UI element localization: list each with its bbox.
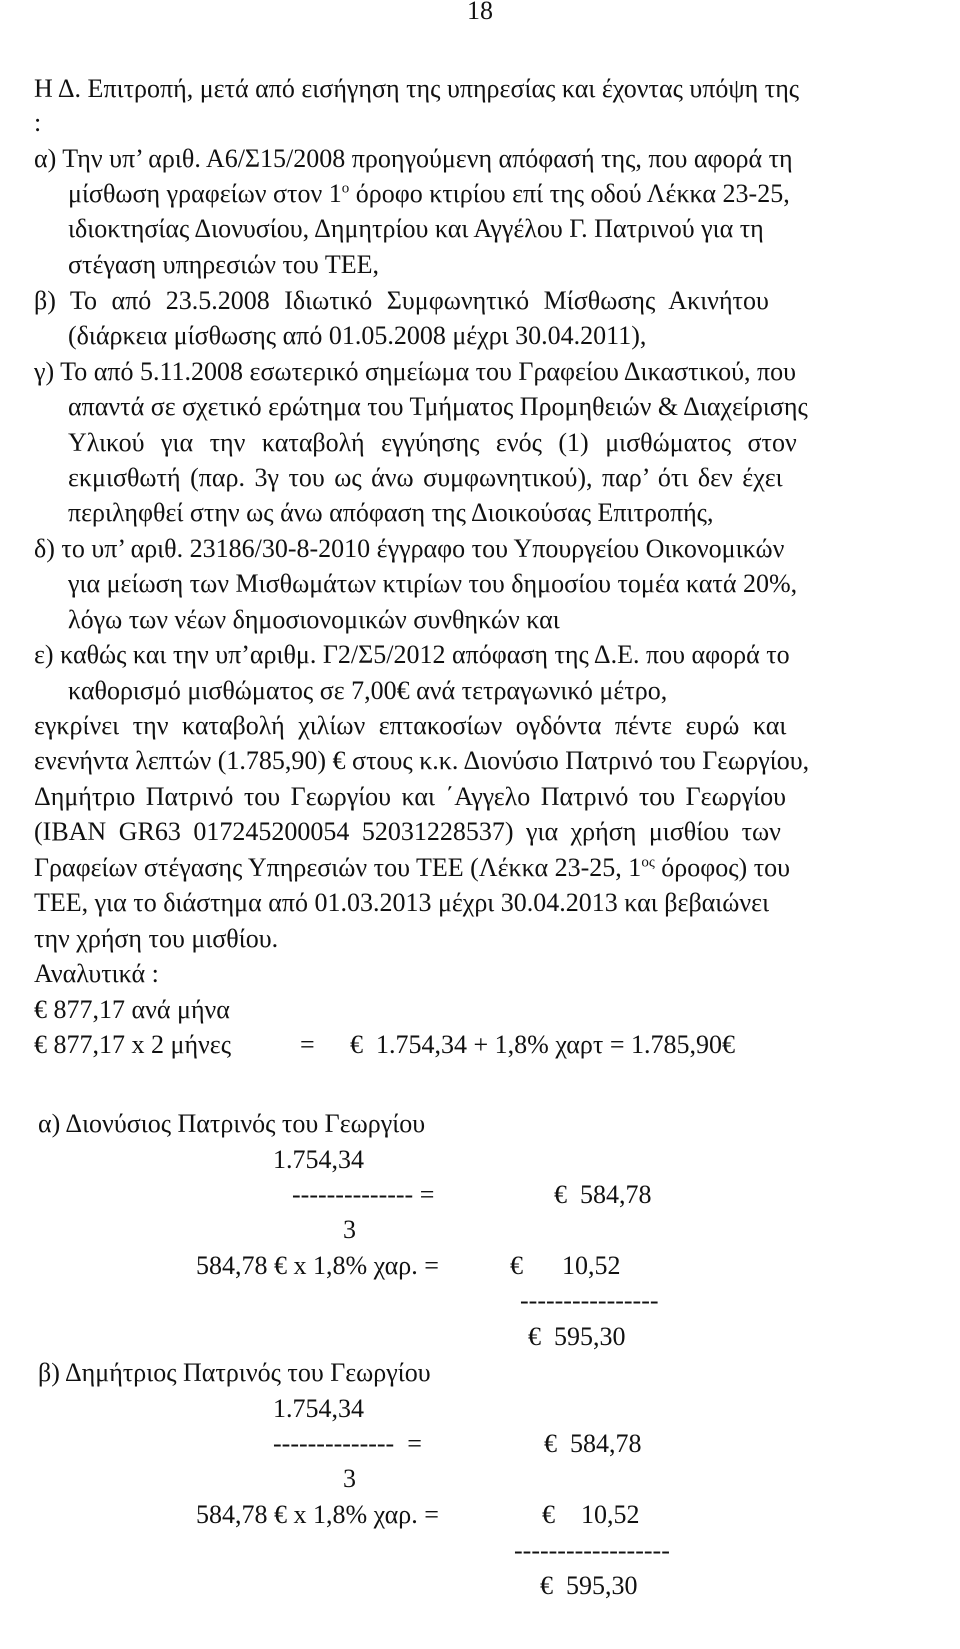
beneficiary-a-numerator: 1.754,34 <box>273 1145 364 1174</box>
analysis-calc-right: € 1.754,34 + 1,8% χαρτ = 1.785,90€ <box>350 1030 735 1059</box>
approval-line-5: Γραφείων στέγασης Υπηρεσιών του ΤΕΕ (Λέκκα 23-25, $1^{o\varsigma}$ όροφος) του <box>34 853 791 882</box>
item-e-line-2: καθορισμό μισθώματος σε 7,00€ ανά τετραγωνικό μέτρο, <box>68 676 668 705</box>
beneficiary-a-share: € 584,78 <box>554 1180 652 1209</box>
approval-line-2: ενενήντα λεπτών (1.785,90) € στους κ.κ. Διονύσιο Πατρινό του Γεωργίου, <box>34 746 810 775</box>
beneficiary-a-dashes: -------------- = <box>292 1180 435 1209</box>
beneficiary-b-stamp-value: € 10,52 <box>542 1500 640 1529</box>
approval-line-3: Δημήτριο Πατρινό του Γεωργίου και ΄Αγγελο Πατρινό του Γεωργίου <box>34 782 787 811</box>
item-b-line-2: (διάρκεια μίσθωσης από 01.05.2008 μέχρι 30.04.2011), <box>68 321 647 350</box>
item-c-line-1: γ) Το από 5.11.2008 εσωτερικό σημείωμα του Γραφείου Δικαστικού, που <box>34 357 796 386</box>
beneficiary-b-dashes: -------------- = <box>273 1429 422 1458</box>
beneficiary-a-stamp-value: € 10,52 <box>510 1251 621 1280</box>
item-b-line-1: β) Το από 23.5.2008 Ιδιωτικό Συμφωνητικό Μίσθωσης Ακινήτου <box>34 286 769 315</box>
beneficiary-b-name: β) Δημήτριος Πατρινός του Γεωργίου <box>38 1358 431 1387</box>
superscript-o: ο <box>341 180 350 197</box>
beneficiary-b-sum-rule: ------------------ <box>514 1536 670 1565</box>
beneficiary-a-total: € 595,30 <box>528 1322 626 1351</box>
approval-line-4: (ΙΒΑΝ GR63 017245200054 52031228537) για χρήση μισθίου των <box>34 817 781 846</box>
item-c-line-4: εκμισθωτή (παρ. 3γ του ως άνω συμφωνητικού), παρ’ ότι δεν έχει <box>68 463 783 492</box>
item-a-line-1: α) Την υπ’ αριθ. Α6/Σ15/2008 προηγούμενη απόφασή της, που αφορά τη <box>34 144 793 173</box>
beneficiary-a-sum-rule: ---------------- <box>520 1286 659 1315</box>
beneficiary-b-share: € 584,78 <box>544 1429 642 1458</box>
item-e-line-1: ε) καθώς και την υπ’αριθμ. Γ2/Σ5/2012 απόφαση της Δ.Ε. που αφορά το <box>34 640 790 669</box>
analysis-calc-left: € 877,17 x 2 μήνες <box>34 1030 232 1059</box>
item-d-line-2: για μείωση των Μισθωμάτων κτιρίων του δημοσίου τομέα κατά 20%, <box>68 569 798 598</box>
item-d-line-3: λόγω των νέων δημοσιονομικών συνθηκών και <box>68 605 560 634</box>
analysis-label: Αναλυτικά : <box>34 959 159 988</box>
item-a-line-2: μίσθωση γραφείων στον $1^o$ όροφο κτιρίου επί της οδού Λέκκα 23-25, <box>68 179 790 208</box>
item-c-line-2: απαντά σε σχετικό ερώτημα του Τμήματος Προμηθειών & Διαχείρισης <box>68 392 808 421</box>
beneficiary-b-denominator: 3 <box>343 1464 356 1493</box>
beneficiary-b-total: € 595,30 <box>540 1571 638 1600</box>
beneficiary-b-stamp-calc: 584,78 € x 1,8% χαρ. = <box>196 1500 439 1529</box>
approval-line-7: την χρήση του μισθίου. <box>34 924 279 953</box>
page-number: 18 <box>467 0 493 25</box>
item-c-line-3: Υλικού για την καταβολή εγγύησης ενός (1) μισθώματος στον <box>68 428 797 457</box>
approval-line-6: ΤΕΕ, για το διάστημα από 01.03.2013 μέχρι 30.04.2013 και βεβαιώνει <box>34 888 770 917</box>
item-a-line-4: στέγαση υπηρεσιών του ΤΕΕ, <box>68 250 379 279</box>
superscript-os: ος <box>641 854 655 871</box>
beneficiary-a-denominator: 3 <box>343 1215 356 1244</box>
analysis-calc-eq: = <box>300 1030 315 1059</box>
intro-line-2: : <box>34 108 42 137</box>
item-c-line-5: περιληφθεί στην ως άνω απόφαση της Διοικούσας Επιτροπής, <box>68 498 714 527</box>
item-d-line-1: δ) το υπ’ αριθ. 23186/30-8-2010 έγγραφο του Υπουργείου Οικονομικών <box>34 534 785 563</box>
beneficiary-b-numerator: 1.754,34 <box>273 1394 364 1423</box>
item-a-line-3: ιδιοκτησίας Διονυσίου, Δημητρίου και Αγγέλου Γ. Πατρινού για τη <box>68 214 764 243</box>
analysis-monthly: € 877,17 ανά μήνα <box>34 995 230 1024</box>
beneficiary-a-stamp-calc: 584,78 € x 1,8% χαρ. = <box>196 1251 439 1280</box>
approval-line-1: εγκρίνει την καταβολή χιλίων επτακοσίων ογδόντα πέντε ευρώ και <box>34 711 787 740</box>
beneficiary-a-name: α) Διονύσιος Πατρινός του Γεωργίου <box>38 1109 426 1138</box>
intro-line-1: Η Δ. Επιτροπή, μετά από εισήγηση της υπηρεσίας και έχοντας υπόψη της <box>34 74 800 103</box>
